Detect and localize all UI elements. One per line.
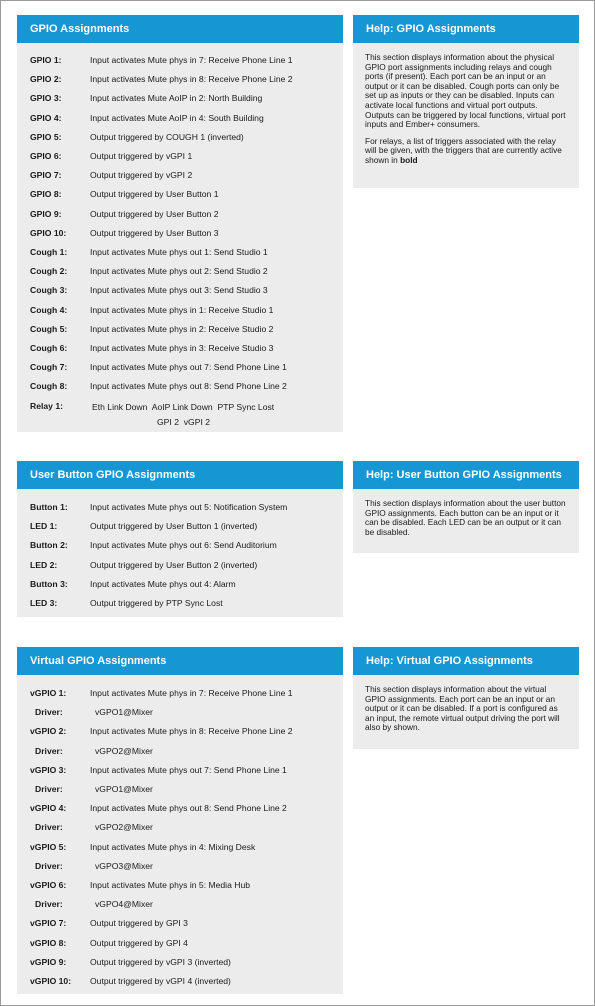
assignment-value: Input activates Mute phys out 5: Notification System — [90, 502, 288, 512]
assignment-label: Driver: — [35, 745, 63, 756]
assignment-value: vGPO2@Mixer — [95, 745, 153, 756]
assignment-label: Button 3: — [30, 578, 68, 589]
assignment-value: Input activates Mute phys in 8: Receive Phone Line 2 — [90, 74, 293, 85]
assignment-value: Input activates Mute phys in 7: Receive Phone Line 1 — [90, 688, 293, 698]
assignment-value: Input activates Mute phys out 3: Send Studio 3 — [90, 285, 268, 296]
assignment-label: Driver: — [35, 784, 63, 794]
help-virtual-paragraph: This section displays information about the virtual GPIO assignments. Each port can be an input or an output or it can be disabled. If a port is configured as an input, the remote virtual output driving the port will also by shown. — [365, 684, 560, 733]
help-user-button-text — [353, 489, 579, 537]
assignment-label: Driver: — [35, 707, 63, 718]
help-gpio-paragraph-2 — [365, 137, 567, 166]
assignment-label: Cough 5: — [30, 323, 68, 334]
assignment-value: Input activates Mute phys in 4: Mixing Desk — [90, 841, 256, 852]
help-user-button-paragraph: This section displays information about the user button GPIO assignments. Each button can be an input or it can be disabled. Each LED can be an output or it can be disabled. — [365, 498, 566, 537]
assignment-label: Button 2: — [30, 540, 68, 551]
assignment-label: vGPIO 3: — [30, 764, 67, 775]
help-virtual-text — [353, 675, 579, 733]
assignment-value: Output triggered by User Button 3 — [90, 227, 219, 238]
assignment-label: vGPIO 9: — [30, 956, 67, 967]
virtual-gpio-panel — [17, 647, 343, 994]
assignment-label: Driver: — [35, 860, 63, 871]
assignment-value: Input activates Mute phys in 5: Media Hub — [90, 880, 251, 890]
gpio-assignments-title: GPIO Assignments — [17, 15, 343, 43]
assignment-label: GPIO 8: — [30, 189, 62, 200]
assignment-label: Cough 8: — [30, 381, 68, 392]
help-gpio-title: Help: GPIO Assignments — [353, 15, 579, 43]
assignment-value: Output triggered by User Button 2 (inverted) — [90, 559, 258, 570]
assignment-value: Input activates Mute AoIP in 2: North Building — [90, 93, 263, 104]
help-gpio-relays-text: For relays, a list of triggers associated with the relay will be given, with the triggers that are currently active shown in — [365, 135, 562, 165]
help-gpio-paragraph-1: This section displays information about the physical GPIO port assignments including relays and cough ports (if present). Each port can be an input or an output or it can be disabled. Cough ports can only be set up as inputs or they can be disabled. Inputs can activate local functions and virtual port outputs. Outputs can be triggered by local functions, virtual port inputs and Ember+ consumers. — [365, 52, 566, 130]
assignment-value: Output triggered by PTP Sync Lost — [90, 598, 223, 608]
assignment-label: Button 1: — [30, 502, 68, 512]
assignment-value: Output triggered by User Button 2 — [90, 208, 219, 219]
relay-1-triggers-cont: GPI 2 vGPI 2 — [157, 417, 211, 427]
assignment-label: Cough 3: — [30, 285, 68, 296]
help-gpio-bold-word: bold — [400, 154, 418, 165]
relay-1-label: Relay 1: — [30, 401, 63, 411]
assignment-label: vGPIO 2: — [30, 726, 67, 737]
assignment-label: GPIO 6: — [30, 151, 62, 161]
user-button-gpio-title: User Button GPIO Assignments — [17, 461, 343, 489]
assignment-label: LED 2: — [30, 559, 58, 570]
assignment-label: GPIO 2: — [30, 74, 62, 85]
virtual-gpio-title: Virtual GPIO Assignments — [17, 647, 343, 675]
help-user-button-title: Help: User Button GPIO Assignments — [353, 461, 579, 489]
assignment-value: Output triggered by vGPI 4 (inverted) — [90, 976, 231, 986]
assignment-value: Output triggered by vGPI 1 — [90, 151, 193, 161]
assignment-label: LED 1: — [30, 521, 58, 532]
assignment-value: vGPO1@Mixer — [95, 784, 153, 794]
assignment-label: LED 3: — [30, 598, 58, 608]
assignment-label: vGPIO 8: — [30, 937, 67, 948]
assignment-value: Input activates Mute phys out 4: Alarm — [90, 578, 236, 589]
assignment-label: Cough 2: — [30, 266, 68, 277]
assignment-label: vGPIO 5: — [30, 841, 67, 852]
assignment-label: vGPIO 4: — [30, 803, 67, 814]
assignment-value: vGPO4@Mixer — [95, 899, 153, 910]
assignment-value: Output triggered by User Button 1 (inverted) — [90, 521, 258, 532]
gpio-assignments-panel — [17, 15, 343, 432]
assignment-value: Input activates Mute phys out 6: Send Auditorium — [90, 540, 277, 551]
assignment-label: GPIO 5: — [30, 131, 62, 142]
help-gpio-panel — [353, 15, 579, 188]
assignment-value: Input activates Mute phys out 8: Send Phone Line 2 — [90, 803, 287, 814]
assignment-value: Output triggered by GPI 3 — [90, 918, 188, 929]
assignment-label: Cough 6: — [30, 343, 68, 353]
assignment-label: GPIO 4: — [30, 112, 62, 123]
assignment-label: vGPIO 10: — [30, 976, 72, 986]
assignment-value: Input activates Mute phys in 7: Receive Phone Line 1 — [90, 55, 293, 65]
assignment-value: Input activates Mute phys in 3: Receive Studio 3 — [90, 343, 274, 353]
assignment-label: Cough 7: — [30, 362, 68, 373]
assignment-value: Input activates Mute AoIP in 4: South Building — [90, 112, 264, 123]
help-virtual-title: Help: Virtual GPIO Assignments — [353, 647, 579, 675]
help-virtual-panel — [353, 647, 579, 749]
help-user-button-panel — [353, 461, 579, 553]
assignment-value: Output triggered by COUGH 1 (inverted) — [90, 131, 244, 142]
assignment-value: Input activates Mute phys out 7: Send Phone Line 1 — [90, 362, 287, 373]
assignment-label: GPIO 7: — [30, 170, 62, 181]
assignment-label: vGPIO 7: — [30, 918, 67, 929]
assignment-label: Driver: — [35, 899, 63, 910]
assignment-value: Output triggered by vGPI 3 (inverted) — [90, 956, 231, 967]
assignment-label: GPIO 1: — [30, 55, 62, 65]
user-button-gpio-panel — [17, 461, 343, 617]
assignment-value: Input activates Mute phys out 2: Send Studio 2 — [90, 266, 268, 277]
assignment-value: vGPO1@Mixer — [95, 707, 153, 718]
assignment-value: Output triggered by User Button 1 — [90, 189, 219, 200]
assignment-label: Driver: — [35, 822, 63, 833]
relay-1-triggers: Eth Link Down AoIP Link Down PTP Sync Lost — [92, 402, 275, 412]
assignment-value: Input activates Mute phys in 8: Receive Phone Line 2 — [90, 726, 293, 737]
assignment-label: Cough 1: — [30, 247, 68, 257]
assignment-value: vGPO3@Mixer — [95, 860, 153, 871]
assignment-value: Input activates Mute phys out 1: Send Studio 1 — [90, 247, 268, 257]
assignment-label: vGPIO 6: — [30, 880, 67, 890]
assignment-value: Input activates Mute phys out 7: Send Phone Line 1 — [90, 764, 287, 775]
help-gpio-text — [353, 43, 579, 166]
assignment-label: GPIO 10: — [30, 227, 67, 238]
assignment-label: vGPIO 1: — [30, 688, 67, 698]
assignment-label: GPIO 9: — [30, 208, 62, 219]
assignment-value: Output triggered by vGPI 2 — [90, 170, 193, 181]
assignment-value: vGPO2@Mixer — [95, 822, 153, 833]
assignment-value: Input activates Mute phys in 2: Receive Studio 2 — [90, 323, 274, 334]
assignment-label: Cough 4: — [30, 304, 68, 315]
assignment-label: GPIO 3: — [30, 93, 62, 104]
assignment-value: Input activates Mute phys in 1: Receive Studio 1 — [90, 304, 274, 315]
assignment-value: Output triggered by GPI 4 — [90, 937, 188, 948]
assignment-value: Input activates Mute phys out 8: Send Phone Line 2 — [90, 381, 287, 392]
